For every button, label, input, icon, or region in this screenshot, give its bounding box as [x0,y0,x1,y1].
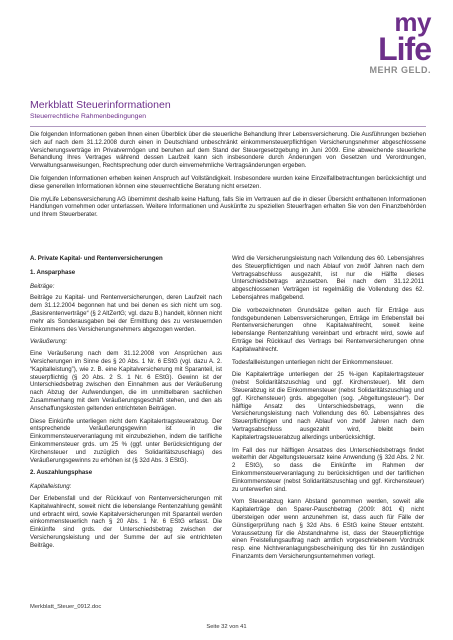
logo-my: my [394,7,431,37]
right-column [232,255,424,566]
paragraph-beitraege: Beiträge zu Kapital- und Rentenversicherungen, deren Laufzeit nach dem 31.12.2004 begonnen hat und bei denen es sich nicht um sog. „Basisrentenverträge“ (§ 2 AltZertG; vgl. dazu B.) handelt, können nicht mehr als Sonderausgaben bei der Ermittlung des zu versteuernden Einkommens des Versicherungsnehmers abgezogen werden. [30,294,222,333]
paragraph: Todesfallleistungen unterliegen nicht der Einkommensteuer. [232,358,393,366]
footer-filename: Merkblatt_Steuer_0912.doc [30,604,102,610]
paragraph: Im Fall des nur hälftigen Ansatzes des Unterschiedsbetrags findet weiterhin der Abgeltungsteuersatz keine Anwendung (§ 32d Abs. 2 Nr. 2 EStG), so dass die Einkünfte im Rahmen der Einkommensteuerveranlagung zu berücksichtigen und der tariflichen Einkommensteuer (nebst Solidaritätszuschlag und ggf. Kirchensteuer) zu unterwerfen sind. [232,446,424,493]
intro-paragraph: Die myLife Lebensversicherung AG übernimmt deshalb keine Haftung, falls Sie im Vertrauen auf die in dieser Übersicht enthaltenen Informationen Handlungen vornehmen oder unterlassen. Weitere Informationen und Auskünfte zu speziellen Steuerfragen erhalten Sie von den Finanzbehörden und Ihrem Steuerberater. [30,195,426,219]
logo-slogan: MEHR GELD. [369,65,431,75]
paragraph: Wird die Versicherungsleistung nach Vollendung des 60. Lebensjahres des Steuerpflichtigen und nach Ablauf von zwölf Jahren nach dem Vertragsabschluss ausgezahlt, ist nur die Hälfte dieses Unterschiedsbetrags anzusetzen. Bei nach dem 31.12.2011 abgeschlossenen Verträgen ist regelmäßig die Vollendung des 62. Lebensjahres maßgebend. [232,255,424,301]
label-kapitalleistung: Kapitalleistung: [30,483,72,491]
section-heading: A. Private Kapital- und Rentenversicherungen [30,255,163,262]
document-subtitle: Steuerrechtliche Rahmenbedingungen [30,113,147,120]
footer-page-number: Seite 32 von 41 [206,624,247,630]
paragraph-kapitalleistung: Der Erlebensfall und der Rückkauf von Rentenversicherungen mit Kapitalwahlrecht, soweit nicht die lebenslange Rentenzahlung gewählt und erbracht wird, sowie Kapitalversicherungen mit Sparanteil werden einkommensteuerlich nach § 20 Abs. 1 Nr. 6 EStG erfasst. Die Einkünfte sind grds. der Unterschiedsbetrag zwischen der Versicherungsleistung und der Summe der auf sie entrichteten Beiträge. [30,494,222,549]
label-beitraege: Beiträge: [30,282,55,290]
document-title: Merkblatt Steuerinformationen [30,99,171,111]
intro-section [30,131,426,224]
intro-paragraph: Die folgenden Informationen geben Ihnen einen Überblick über die steuerliche Behandlung Ihrer Lebensversicherung. Die Ausführungen beziehen sich auf nach dem 31.12.2008 durch einen in Deutschland unbeschränkt einkommensteuerpflichtigen Versicherungsnehmer abgeschlossene Versicherungsverträge im Privatvermögen und beruhen auf dem Stand der Steuergesetzgebung im Juni 2009. Eine abweichende steuerliche Behandlung Ihres Vertrages während dessen Laufzeit kann sich insbesondere durch Änderungen von Gesetzen und Verordnungen, Verwaltungsanweisungen, Rechtsprechung oder durch einvernehmliche Vertragsänderungen ergeben. [30,131,426,170]
paragraph-einkuenfte: Diese Einkünfte unterliegen nicht dem Kapitalertragsteuerabzug. Der entsprechende Veräußerungsgewinn ist in die Einkommensteuerveranlagung mit einzubeziehen, indem die tarifliche Einkommensteuer grds. um 25 % (ggf. unter Berücksichtigung der Kirchensteuer und zuzüglich des Solidaritätszuschlags) des Veräußerungsgewinns zu erhöhen ist (§ 32d Abs. 3 EStG). [30,417,222,464]
paragraph-veraeusserung: Eine Veräußerung nach dem 31.12.2008 von Ansprüchen aus Versicherungen im Sinne des § 20 Abs. 1 Nr. 6 EStG (vgl. dazu A. 2. “Kapitalleistung”), wie z. B. eine Kapitalversicherung mit Sparanteil, ist steuerpflichtig (§ 20 Abs. 2 S. 1 Nr. 6 EStG). Gewinn ist der Unterschiedsbetrag zwischen den Einnahmen aus der Veräußerung nach Abzug der Aufwendungen, die im unmittelbaren sachlichen Zusammenhang mit dem Veräußerungsgeschäft stehen, und den als Anschaffungskosten geltenden entrichteten Beiträgen. [30,350,222,412]
paragraph: Vom Steuerabzug kann Abstand genommen werden, soweit alle Kapitalerträge den Sparer-Pauschbetrag (2009: 801 €) nicht übersteigen oder wenn anzunehmen ist, dass auch für Fälle der Günstigerprüfung nach § 32d Abs. 6 EStG keine Steuer entsteht. Voraussetzung für die Abstandnahme ist, dass der Steuerpflichtige einen Freistellungsauftrag nach amtlich vorgeschriebenem Vordruck resp. eine Nichtveranlagungsbescheinigung des für ihn zuständigen Finanzamts dem Versicherungsunternehmen vorlegt. [232,498,424,560]
intro-paragraph: Die folgenden Informationen erheben keinen Anspruch auf Vollständigkeit. Insbesondere wurden keine Einzelfallbetrachtungen berücksichtigt und diese generellen Informationen können eine steuerrechtliche Beratung nicht ersetzen. [30,174,426,190]
label-veraeusserung: Veräußerung: [30,338,68,346]
paragraph: Die Kapitalerträge unterliegen der 25 %-igen Kapitalertragsteuer (nebst Solidaritätszuschlag und ggf. Kirchensteuer). Mit dem Steuerabzug ist die Einkommensteuer (nebst Solidaritätszuschlag und ggf. Kirchensteuer) grds. abgegolten (sog. „Abgeltungsteuer“). Der hälftige Ansatz des Unterschiedsbetrags, wenn die Versicherungsleistung nach Vollendung des 60. Lebensjahres des Steuerpflichtigen und nach Ablauf von zwölf Jahren nach dem Vertragsabschluss ausgezahlt wird, bleibt beim Kapitalertragsteuerabzug allerdings unberücksichtigt. [232,371,424,441]
subsection-heading: 1. Ansparphase [30,268,76,276]
left-column [30,255,222,555]
mylife-logo [335,7,431,75]
subsection-heading-2: 2. Auszahlungsphase [30,469,93,477]
paragraph: Die vorbezeichneten Grundsätze gelten auch für Erträge aus fondsgebundenen Lebensversicherungen, Erträge im Erlebensfall bei Rentenversicherungen ohne Kapitalwahlrecht, soweit keine lebenslange Rentenzahlung vereinbart und erbracht wird, sowie auf Erträge bei Rückkauf des Vertrags bei Rentenversicherungen ohne Kapitalwahlrecht. [232,306,424,353]
logo-life: Life [378,31,431,67]
header-divider [30,126,426,127]
